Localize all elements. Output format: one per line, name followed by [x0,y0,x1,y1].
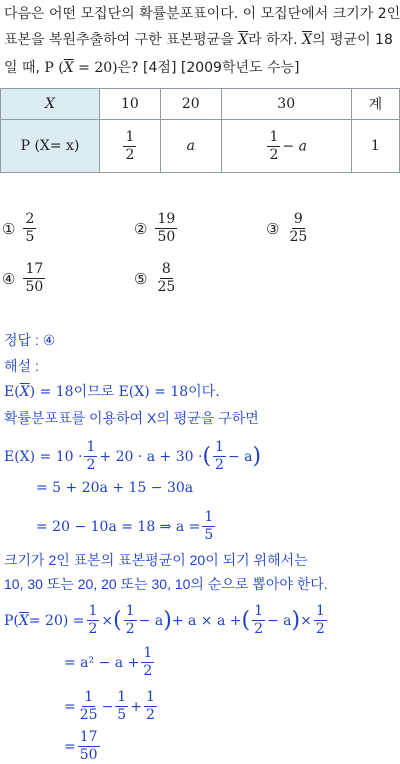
option-3[interactable] [266,212,311,245]
solution-step-3: E(X) = 10 · $\frac{1}{2}$ + 20 · a + 30 · ( $\frac{1}{2}$ − a ) [4,439,262,473]
problem-text: 일 때, [4,60,40,76]
option-mark: ④ [2,269,16,288]
option-2[interactable] [134,212,179,245]
option-fraction: $\frac{2}{5}$ [25,211,35,245]
problem-line-2 [4,28,393,52]
option-mark: ⑤ [134,269,148,288]
problem-text: 은? [4점] [2009학년도 수능] [117,60,300,76]
table-header-row [1,89,400,120]
solution-step-6: 크기가 2인 표본의 표본평균이 20이 되기 위해서는 [4,552,308,568]
problem-line-3 [4,56,299,80]
table-row-label: P (X= x) [1,120,100,173]
probability-distribution-table [0,88,400,173]
table-cell: $\frac{1}{2}$ [100,120,161,173]
table-cell: $\frac{1}{2}$ − a [221,120,351,173]
explanation-label: 해설 : [4,358,39,374]
problem-line-1: 다음은 어떤 모집단의 확률분포표이다. 이 모집단에서 크기가 2인 [4,6,400,22]
option-mark: ① [2,219,16,238]
answer-line: 정답 : ④ [4,332,56,348]
option-fraction: $\frac{8}{25}$ [157,261,176,295]
prob-expression: P ( [44,60,64,76]
option-fraction: $\frac{17}{50}$ [25,261,44,295]
table-header-cell: X [1,89,100,120]
option-fraction: $\frac{9}{25}$ [289,211,308,245]
problem-text: 의 평균이 18 [312,32,393,48]
table-cell: 1 [351,120,399,173]
solution-step-9: = a² − a + $\frac{1}{2}$ [64,645,153,679]
table-header-cell: 30 [221,89,351,120]
table-cell: a [160,120,221,173]
option-1[interactable] [2,212,38,245]
solution-step-5: = 20 − 10a = 18 ⇒ a = $\frac{1}{5}$ [36,509,214,543]
table-header-cell: 계 [351,89,399,120]
option-4[interactable] [2,262,47,295]
solution-step-4: = 5 + 20a + 15 − 30a [36,480,194,496]
solution-step-8: P( $\overline{X}$ = 20) = $\frac{1}{2}$ × ( $\frac{1}{2}$ − a ) + a × a + ( $\frac{1}{2}$ − a ) × $\frac{1}{2}$ [4,603,325,637]
solution-step-10: = $\frac{1}{25}$ − $\frac{1}{5}$ + $\frac{1}{2}$ [64,689,155,723]
table-prob-row [1,120,400,173]
solution-step-2: 확률분포표를 이용하여 X의 평균을 구하면 [4,410,259,426]
solution-step-7: 10, 30 또는 20, 20 또는 30, 10의 순으로 뽑아야 한다. [4,576,328,592]
option-mark: ③ [266,219,280,238]
sample-mean-symbol: $\overline{X}$ [63,60,74,76]
sample-mean-symbol: $\overline{X}$ [238,32,249,48]
problem-text: 표본을 복원추출하여 구한 표본평균을 [4,32,234,48]
table-header-cell: 20 [160,89,221,120]
solution-step-11: = $\frac{17}{50}$ [64,729,98,763]
option-5[interactable] [134,262,179,295]
option-fraction: $\frac{19}{50}$ [157,211,176,245]
option-mark: ② [134,219,148,238]
problem-text: 라 하자. [248,32,298,48]
prob-expression: = 20) [73,60,118,76]
sample-mean-symbol: $\overline{X}$ [302,32,313,48]
table-header-cell: 10 [100,89,161,120]
solution-step-1: $E(\overline{X}) = 18$이므로 E(X) = 18이다. [4,384,220,400]
